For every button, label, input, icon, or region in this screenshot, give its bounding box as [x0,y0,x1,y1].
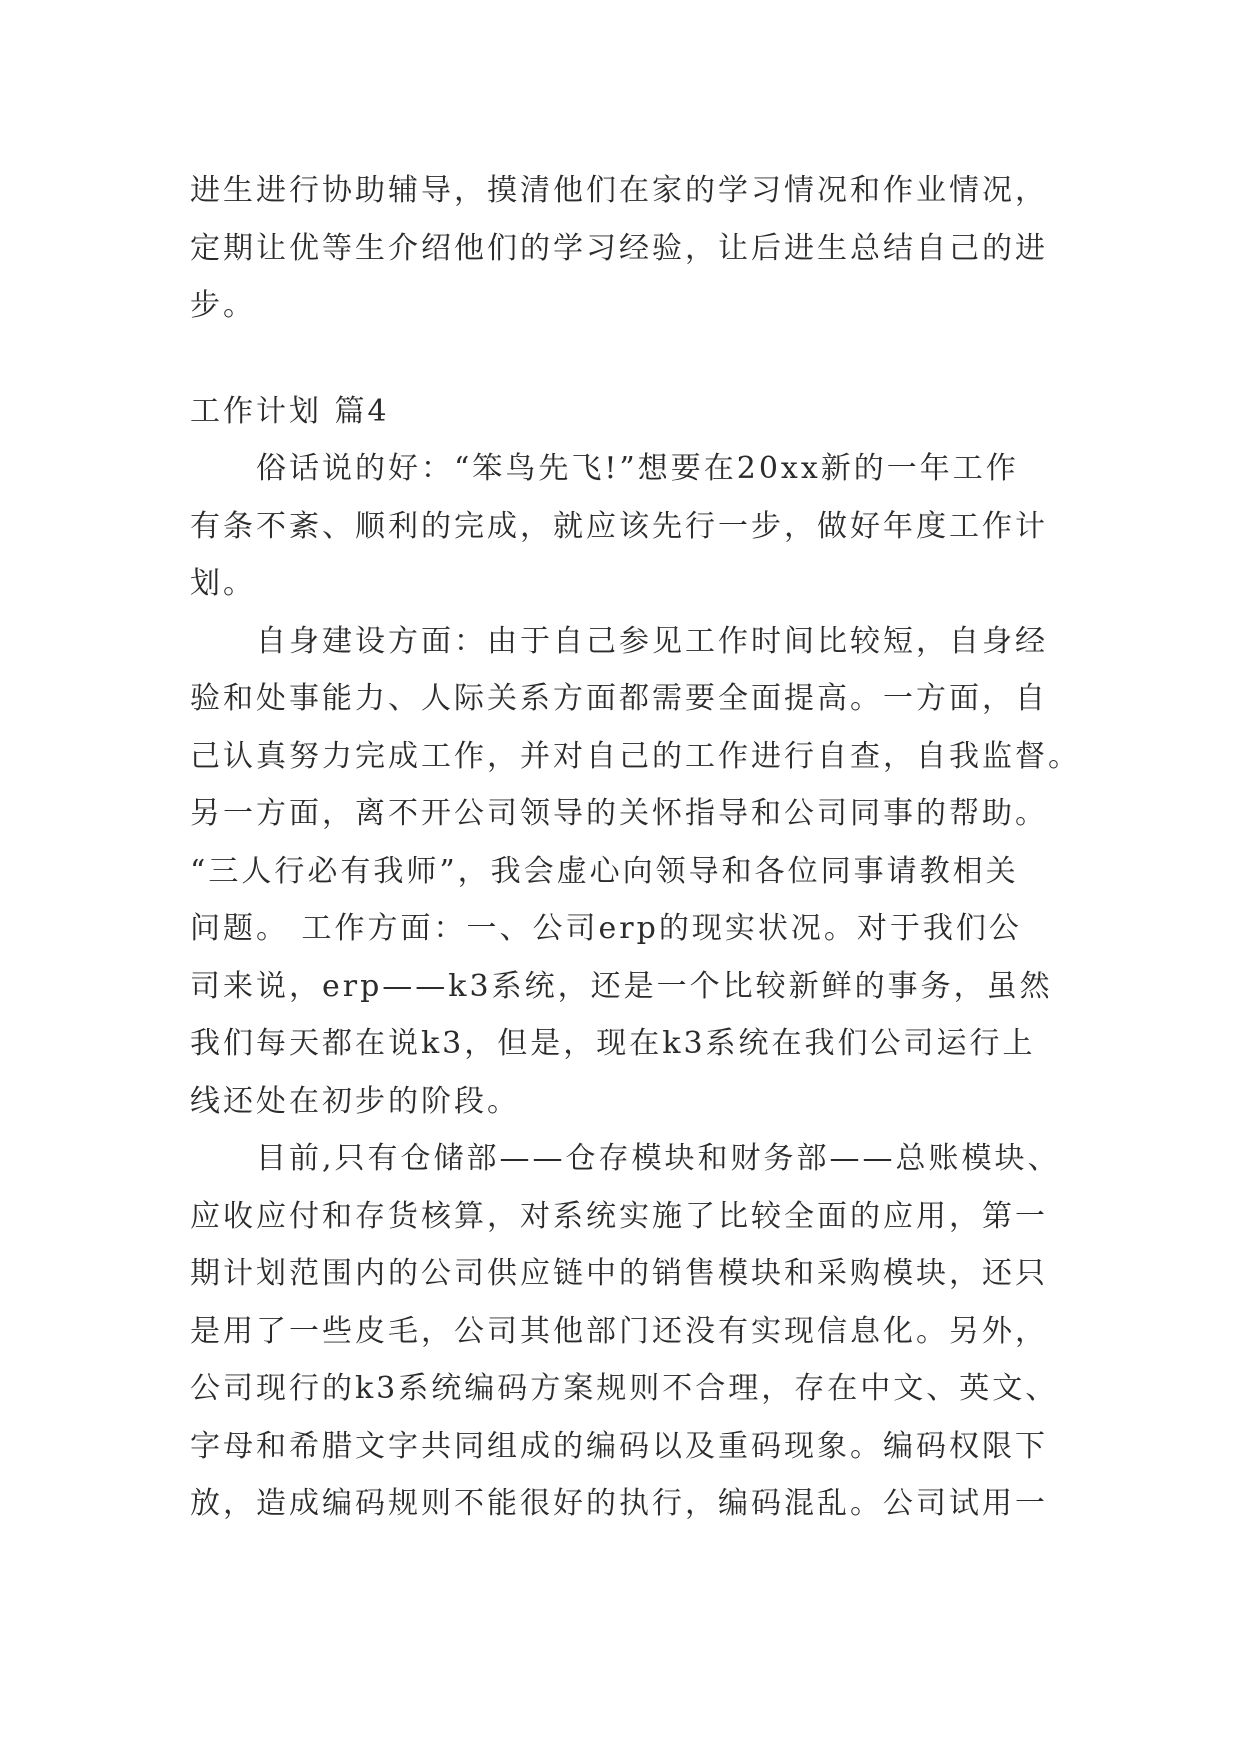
text-line: 期计划范围内的公司供应链中的销售模块和采购模块，还只 [190,1256,1048,1291]
text-line: 步。 [190,288,256,323]
text-line: 自身建设方面：由于自己参见工作时间比较短，自身经 [256,623,1048,659]
text-line: 问题。 工作方面：一、公司erp的现实状况。对于我们公 [190,911,1022,946]
text-line: 验和处事能力、人际关系方面都需要全面提高。一方面，自 [190,681,1048,716]
text-line: 进生进行协助辅导，摸清他们在家的学习情况和作业情况， [190,173,1048,208]
text-line: 司来说，erp——k3系统，还是一个比较新鲜的事务，虽然 [190,968,1053,1004]
text-line: 我们每天都在说k3，但是，现在k3系统在我们公司运行上 [190,1026,1036,1061]
text-line: 己认真努力完成工作，并对自己的工作进行自查，自我监督。 [190,738,1081,774]
paragraph-current-status [190,1130,1080,1533]
paragraph-intro [190,440,1080,613]
text-line: 目前,只有仓储部——仓存模块和财务部——总账模块、 [256,1141,1061,1176]
text-line: 字母和希腊文字共同组成的编码以及重码现象。编码权限下 [190,1428,1048,1464]
continuation-paragraph [190,162,1080,335]
text-line: 定期让优等生介绍他们的学习经验，让后进生总结自己的进 [190,230,1048,266]
paragraph-self-development [190,613,1080,1131]
text-line: 是用了一些皮毛，公司其他部门还没有实现信息化。另外， [190,1313,1048,1349]
text-line: 放，造成编码规则不能很好的执行，编码混乱。公司试用一 [190,1486,1048,1521]
text-line: 另一方面，离不开公司领导的关怀指导和公司同事的帮助。 [190,796,1048,831]
text-line: 应收应付和存货核算，对系统实施了比较全面的应用，第一 [190,1198,1048,1234]
text-line: 俗话说的好：“笨鸟先飞!”想要在20xx新的一年工作 [256,451,1019,486]
document-body [190,162,1080,1533]
text-line: 有条不紊、顺利的完成，就应该先行一步，做好年度工作计 [190,508,1048,544]
text-line: 公司现行的k3系统编码方案规则不合理，存在中文、英文、 [190,1371,1059,1406]
section-heading: 工作计划 篇4 [190,393,390,429]
text-line: 划。 [190,566,256,601]
text-line: 线还处在初步的阶段。 [190,1083,520,1119]
text-line: “三人行必有我师”，我会虚心向领导和各位同事请教相关 [190,853,1019,889]
